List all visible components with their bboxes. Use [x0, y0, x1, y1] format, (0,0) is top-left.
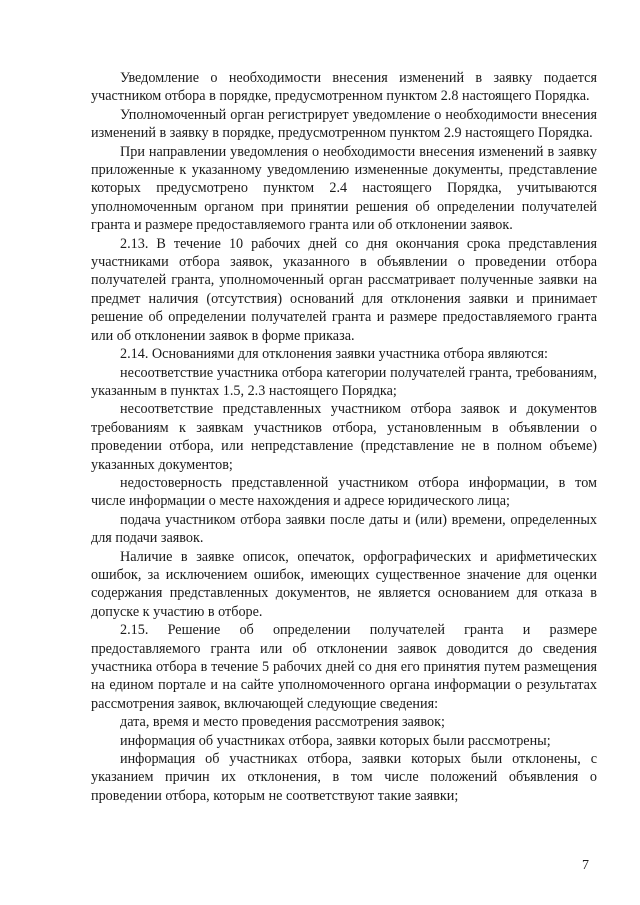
paragraph: несоответствие участника отбора категории получателей гранта, требованиям, указанным в пунктах 1.5, 2.3 настоящего Порядка;	[91, 364, 597, 399]
paragraph: 2.15. Решение об определении получателей гранта и размере предоставляемого гранта или об отклонении заявок доводится до сведения участника отбора в течение 5 рабочих дней со дня его принятия путем размещения на едином портале и на сайте уполномоченного органа информации о результатах рассмотрения заявок, включающей следующие сведения:	[91, 622, 597, 712]
paragraph: Наличие в заявке описок, опечаток, орфографических и арифметических ошибок, за исключением ошибок, имеющих существенное значение для оценки содержания представленных документов, не является основанием для отказа в допуске к участию в отборе.	[91, 548, 597, 620]
paragraph: 2.14. Основаниями для отклонения заявки участника отбора являются:	[120, 346, 548, 363]
document-body	[91, 69, 597, 805]
page-number: 7	[582, 858, 589, 873]
paragraph: Уполномоченный орган регистрирует уведомление о необходимости внесения изменений в заявку в порядке, предусмотренном пунктом 2.9 настоящего Порядка.	[91, 106, 597, 142]
paragraph: информация об участниках отбора, заявки которых были рассмотрены;	[120, 732, 551, 749]
paragraph: Уведомление о необходимости внесения изменений в заявку подается участником отбора в порядке, предусмотренном пунктом 2.8 настоящего Порядка.	[91, 70, 597, 105]
paragraph: дата, время и место проведения рассмотрения заявок;	[120, 714, 445, 731]
paragraph: информация об участниках отбора, заявки которых были отклонены, с указанием причин их отклонения, в том числе положений объявления о проведении отбора, которым не соответствуют такие заявки;	[91, 751, 597, 804]
paragraph: несоответствие представленных участником отбора заявок и документов требованиям к заявкам участников отбора, установленным в объявлении о проведении отбора, или непредставление (представление не в полном объеме) указанных документов;	[91, 401, 597, 473]
paragraph: подача участником отбора заявки после даты и (или) времени, определенных для подачи заявок.	[91, 511, 597, 547]
paragraph: 2.13. В течение 10 рабочих дней со дня окончания срока представления участниками отбора заявок, указанного в объявлении о проведении отбора получателей гранта, уполномоченный орган рассматривает полученные заявки на предмет наличия (отсутствия) оснований для отклонения заявки и принимает решение об определении получателей гранта и размере предоставляемого гранта или об отклонении заявок в форме приказа.	[91, 235, 597, 344]
paragraph: недостоверность представленной участником отбора информации, в том числе информации о месте нахождения и адресе юридического лица;	[91, 474, 597, 510]
paragraph: При направлении уведомления о необходимости внесения изменений в заявку приложенные к указанному уведомлению измененные документы, представление которых предусмотрено пунктом 2.4 настоящего Порядка, учитываются уполномоченным органом при принятии решения об определении получателей гранта и размере предоставляемого гранта или об отклонении заявок.	[91, 143, 597, 234]
